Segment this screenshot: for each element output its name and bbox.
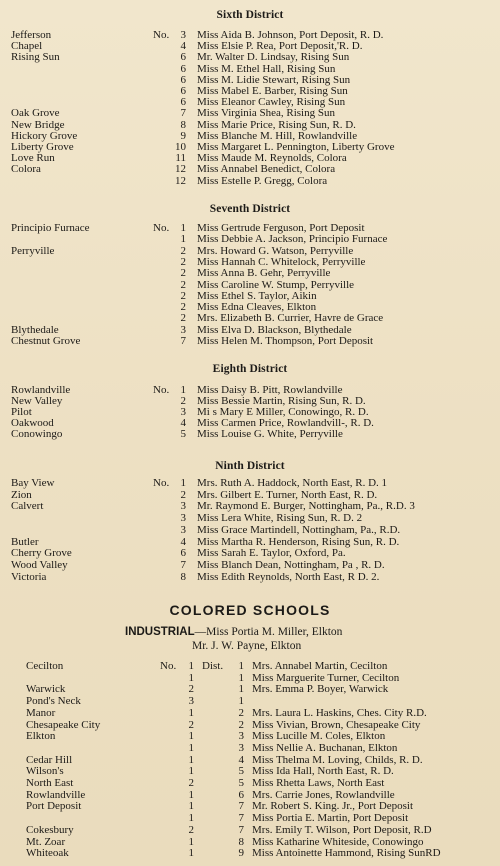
school-number: 3 xyxy=(180,523,186,536)
school-name: Pond's Neck xyxy=(26,695,81,708)
school-number: 1 xyxy=(180,233,186,246)
teacher-entry: Miss Carmen Price, Rowlandvill-, R. D. xyxy=(197,417,374,430)
school-name: Hickory Grove xyxy=(11,129,78,142)
school-number: 2 xyxy=(180,278,186,291)
teacher-entry: Miss Marguerite Turner, Cecilton xyxy=(252,671,400,684)
school-row xyxy=(0,490,500,501)
seventh-district-heading: Seventh District xyxy=(209,203,291,215)
school-name: Cherry Grove xyxy=(11,547,72,560)
school-name: Cedar Hill xyxy=(26,753,73,766)
school-name: Manor xyxy=(26,706,56,719)
teacher-entry: Mrs. Ruth A. Haddock, North East, R. D. 1 xyxy=(197,477,388,489)
district-number: 6 xyxy=(238,788,244,801)
school-row xyxy=(0,560,500,571)
school-row xyxy=(0,525,500,536)
school-number: 1 xyxy=(188,812,194,825)
school-name: Pilot xyxy=(11,406,32,419)
teacher-entry: Mrs. Elizabeth B. Currier, Havre de Grace xyxy=(197,312,384,325)
school-number: 2 xyxy=(188,718,194,731)
school-name: North East xyxy=(26,777,74,789)
teacher-entry: Miss Elva D. Blackson, Blythedale xyxy=(197,323,352,336)
school-name: Rowlandville xyxy=(11,384,71,396)
school-name: Perryville xyxy=(11,244,55,257)
school-name: Cecilton xyxy=(26,660,64,672)
teacher-entry: Miss Maude M. Reynolds, Colora xyxy=(197,152,347,165)
number-label: No. xyxy=(153,477,170,489)
school-number: 3 xyxy=(180,512,186,525)
colored-school-row xyxy=(0,848,500,859)
teacher-entry: Miss Aida B. Johnson, Port Deposit, R. D. xyxy=(197,29,384,41)
eighth-district-heading: Eighth District xyxy=(212,363,288,375)
teacher-entry: Miss Katharine Whiteside, Conowingo xyxy=(252,835,424,848)
school-number: 1 xyxy=(188,753,194,766)
school-number: 10 xyxy=(175,141,186,153)
school-row xyxy=(0,164,500,175)
district-number: 1 xyxy=(238,683,244,696)
school-number: 2 xyxy=(180,255,186,268)
teacher-entry: Miss Rhetta Laws, North East xyxy=(252,777,385,789)
colored-school-row xyxy=(0,696,500,707)
teacher-entry: Mrs. Laura L. Haskins, Ches. City R.D. xyxy=(252,706,427,719)
school-number: 6 xyxy=(180,547,186,560)
school-number: 12 xyxy=(175,163,186,176)
district-number: 3 xyxy=(238,730,244,743)
teacher-entry: Miss Nellie A. Buchanan, Elkton xyxy=(252,741,398,754)
school-number: 11 xyxy=(175,152,186,165)
teacher-entry: Miss M. Ethel Hall, Rising Sun xyxy=(197,62,336,75)
school-name: Elkton xyxy=(26,730,56,743)
school-name: Wilson's xyxy=(26,765,64,778)
district-number: 2 xyxy=(238,706,244,719)
industrial-teacher-2: Mr. J. W. Payne, Elkton xyxy=(192,640,302,652)
teacher-entry: Miss Elsie P. Rea, Port Deposit,'R. D. xyxy=(197,40,363,53)
school-row xyxy=(0,246,500,257)
school-name: Port Deposit xyxy=(26,800,82,813)
teacher-entry: Mrs. Gilbert E. Turner, North East, R. D. xyxy=(197,488,378,501)
teacher-entry: Miss Lucille M. Coles, Elkton xyxy=(252,730,386,743)
teacher-entry: Miss Virginia Shea, Rising Sun xyxy=(197,107,335,120)
school-row xyxy=(0,268,500,279)
school-name: New Valley xyxy=(11,395,63,408)
teacher-entry: Miss Gertrude Ferguson, Port Deposit xyxy=(197,222,365,234)
teacher-entry: Miss Edna Cleaves, Elkton xyxy=(197,301,317,314)
teacher-entry: Miss Lera White, Rising Sun, R. D. 2 xyxy=(197,512,363,525)
school-number: 1 xyxy=(188,800,194,813)
colored-school-row xyxy=(0,766,500,777)
teacher-entry: Miss Hannah C. Whitelock, Perryville xyxy=(197,255,366,268)
colored-school-row xyxy=(0,720,500,731)
school-name: Zion xyxy=(11,488,32,501)
school-row xyxy=(0,313,500,324)
school-row xyxy=(0,120,500,131)
school-name: Chesapeake City xyxy=(26,718,101,731)
district-number: 2 xyxy=(238,718,244,731)
teacher-entry: Miss Debbie A. Jackson, Principio Furnace xyxy=(197,233,388,246)
school-number: 6 xyxy=(180,62,186,75)
district-number: 7 xyxy=(238,812,244,825)
teacher-entry: Miss Eleanor Cawley, Rising Sun xyxy=(197,96,346,109)
number-label: No. xyxy=(153,384,170,396)
district-number: 9 xyxy=(238,847,244,860)
school-number: 1 xyxy=(188,706,194,719)
school-name: Cokesbury xyxy=(26,823,74,836)
colored-school-row xyxy=(0,837,500,848)
district-number: 5 xyxy=(238,765,244,778)
district-number: 4 xyxy=(238,753,244,766)
school-name: Whiteoak xyxy=(26,847,69,860)
school-name: Oak Grove xyxy=(11,107,60,120)
school-number: 1 xyxy=(188,835,194,848)
school-number: 6 xyxy=(180,96,186,109)
school-number: 1 xyxy=(188,741,194,754)
teacher-entry: Miss Ethel S. Taylor, Aikin xyxy=(197,289,317,302)
school-name: Principio Furnace xyxy=(11,222,90,234)
school-number: 1 xyxy=(188,730,194,743)
school-name: Butler xyxy=(11,535,39,548)
district-number: 8 xyxy=(238,835,244,848)
school-number: 5 xyxy=(180,428,186,441)
school-number: 1 xyxy=(188,765,194,778)
teacher-entry: Miss Anna B. Gehr, Perryville xyxy=(197,267,331,280)
school-name: Love Run xyxy=(11,152,55,165)
district-number: 1 xyxy=(238,695,244,708)
school-number: 1 xyxy=(188,660,194,672)
school-row xyxy=(0,478,500,489)
school-number: 2 xyxy=(188,683,194,696)
school-name: Blythedale xyxy=(11,323,59,336)
district-number: 1 xyxy=(238,660,244,672)
school-name: Colora xyxy=(11,163,41,176)
colored-school-row xyxy=(0,673,500,684)
teacher-entry: Mrs. Annabel Martin, Cecilton xyxy=(252,660,388,672)
school-number: 4 xyxy=(180,40,186,53)
teacher-entry: Miss Sarah E. Taylor, Oxford, Pa. xyxy=(197,547,346,560)
school-number: 2 xyxy=(180,289,186,302)
teacher-entry: Miss Bessie Martin, Rising Sun, R. D. xyxy=(197,395,366,408)
teacher-entry: Miss Caroline W. Stump, Perryville xyxy=(197,278,355,291)
teacher-entry: Mr. Raymond E. Burger, Nottingham, Pa., R.D. 3 xyxy=(197,500,415,513)
school-number: 2 xyxy=(180,267,186,280)
school-row xyxy=(0,280,500,291)
school-number: 4 xyxy=(180,417,186,430)
teacher-entry: Miss Daisy B. Pitt, Rowlandville xyxy=(197,384,343,396)
school-row xyxy=(0,572,500,583)
school-number: 2 xyxy=(188,823,194,836)
school-row xyxy=(0,501,500,512)
school-number: 6 xyxy=(180,51,186,64)
district-number: 7 xyxy=(238,823,244,836)
teacher-entry: Mrs. Carrie Jones, Rowlandville xyxy=(252,788,395,801)
teacher-entry: Mr. Robert S. King. Jr., Port Deposit xyxy=(252,800,414,813)
colored-school-row xyxy=(0,825,500,836)
school-number: 3 xyxy=(180,406,186,419)
industrial-label: INDUSTRIAL xyxy=(125,626,195,638)
school-number: 8 xyxy=(180,570,186,583)
school-row xyxy=(0,64,500,75)
school-name: Calvert xyxy=(11,500,44,513)
school-number: 8 xyxy=(180,118,186,131)
colored-school-row xyxy=(0,743,500,754)
school-number: 6 xyxy=(180,85,186,97)
school-number: 4 xyxy=(180,535,186,548)
school-name: Wood Valley xyxy=(11,558,68,571)
school-row xyxy=(0,513,500,524)
number-label: No. xyxy=(160,660,177,672)
teacher-entry: Miss Edith Reynolds, North East, R D. 2. xyxy=(197,570,380,583)
school-number: 6 xyxy=(180,73,186,86)
industrial-teacher-1: —Miss Portia M. Miller, Elkton xyxy=(194,626,343,638)
school-number: 7 xyxy=(180,558,186,571)
teacher-entry: Mrs. Emily T. Wilson, Port Deposit, R.D xyxy=(252,823,432,836)
teacher-entry: Miss Helen M. Thompson, Port Deposit xyxy=(197,335,374,347)
teacher-entry: Mi s Mary E Miller, Conowingo, R. D. xyxy=(197,406,369,419)
school-row xyxy=(0,176,500,187)
school-name: Liberty Grove xyxy=(11,141,74,153)
district-label: Dist. xyxy=(202,660,224,672)
school-row xyxy=(0,52,500,63)
school-name: Bay View xyxy=(11,477,55,489)
teacher-entry: Miss Ida Hall, North East, R. D. xyxy=(252,765,394,778)
school-number: 2 xyxy=(180,488,186,501)
school-row xyxy=(0,336,500,347)
school-number: 1 xyxy=(180,477,186,489)
teacher-entry: Miss Blanch Dean, Nottingham, Pa , R. D. xyxy=(197,558,385,571)
school-number: 2 xyxy=(180,244,186,257)
school-number: 1 xyxy=(188,671,194,684)
school-row xyxy=(0,429,500,440)
teacher-entry: Mrs. Howard G. Watson, Perryville xyxy=(197,244,354,257)
school-number: 1 xyxy=(188,847,194,860)
teacher-entry: Miss Annabel Benedict, Colora xyxy=(197,163,336,176)
teacher-entry: Miss Margaret L. Pennington, Liberty Grove xyxy=(197,141,395,153)
ninth-district-heading: Ninth District xyxy=(215,460,285,472)
district-number: 3 xyxy=(238,741,244,754)
teacher-entry: Miss Thelma M. Loving, Childs, R. D. xyxy=(252,753,423,766)
number-label: No. xyxy=(153,222,170,234)
school-row xyxy=(0,108,500,119)
teacher-entry: Miss Portia E. Martin, Port Deposit xyxy=(252,812,409,825)
school-name: Conowingo xyxy=(11,428,63,441)
colored-school-row xyxy=(0,661,500,672)
industrial-line-1 xyxy=(125,626,342,638)
school-number: 7 xyxy=(180,107,186,120)
number-label: No. xyxy=(153,29,170,41)
school-number: 7 xyxy=(180,335,186,347)
school-row xyxy=(0,537,500,548)
school-number: 3 xyxy=(180,323,186,336)
teacher-entry: Miss Mabel E. Barber, Rising Sun xyxy=(197,85,348,97)
school-number: 2 xyxy=(180,395,186,408)
school-name: Chapel xyxy=(11,40,43,53)
school-name: Rowlandville xyxy=(26,788,86,801)
teacher-entry: Miss Blanche M. Hill, Rowlandville xyxy=(197,129,358,142)
school-row xyxy=(0,234,500,245)
school-name: Victoria xyxy=(11,570,47,583)
sixth-district-heading: Sixth District xyxy=(216,9,284,21)
teacher-entry: Miss Vivian, Brown, Chesapeake City xyxy=(252,718,421,731)
colored-school-row xyxy=(0,684,500,695)
teacher-entry: Miss Antoinette Hammond, Rising SunRD xyxy=(252,847,441,860)
colored-school-row xyxy=(0,801,500,812)
school-name: Mt. Zoar xyxy=(26,835,66,848)
colored-school-row xyxy=(0,731,500,742)
school-name: Jefferson xyxy=(11,29,52,41)
teacher-entry: Mrs. Emma P. Boyer, Warwick xyxy=(252,683,389,696)
colored-school-row xyxy=(0,790,500,801)
district-number: 5 xyxy=(238,777,244,789)
colored-schools-title: COLORED SCHOOLS xyxy=(169,602,331,618)
teacher-entry: Miss Louise G. White, Perryville xyxy=(197,428,343,441)
colored-school-row xyxy=(0,813,500,824)
teacher-entry: Miss M. Lidie Stewart, Rising Sun xyxy=(197,73,351,86)
school-number: 3 xyxy=(180,500,186,513)
school-number: 12 xyxy=(175,174,186,187)
teacher-entry: Miss Grace Martindell, Nottingham, Pa., R.D. xyxy=(197,523,401,536)
colored-school-row xyxy=(0,708,500,719)
school-name: Chestnut Grove xyxy=(11,335,81,347)
district-number: 7 xyxy=(238,800,244,813)
school-number: 1 xyxy=(180,384,186,396)
school-number: 9 xyxy=(180,129,186,142)
school-number: 2 xyxy=(188,777,194,789)
district-number: 1 xyxy=(238,671,244,684)
school-number: 3 xyxy=(188,695,194,708)
teacher-entry: Miss Estelle P. Gregg, Colora xyxy=(197,174,328,187)
school-row xyxy=(0,548,500,559)
school-number: 2 xyxy=(180,312,186,325)
teacher-entry: Miss Marie Price, Rising Sun, R. D. xyxy=(197,118,356,131)
colored-school-row xyxy=(0,755,500,766)
teacher-entry: Miss Martha R. Henderson, Rising Sun, R. D. xyxy=(197,535,400,548)
colored-school-row xyxy=(0,778,500,789)
school-number: 2 xyxy=(180,301,186,314)
school-number: 1 xyxy=(180,222,186,234)
school-name: New Bridge xyxy=(11,118,65,131)
teacher-entry: Mr. Walter D. Lindsay, Rising Sun xyxy=(197,51,350,64)
school-number: 3 xyxy=(180,29,186,41)
school-name: Rising Sun xyxy=(11,51,60,64)
school-number: 1 xyxy=(188,788,194,801)
school-name: Oakwood xyxy=(11,417,54,430)
school-name: Warwick xyxy=(26,683,66,696)
